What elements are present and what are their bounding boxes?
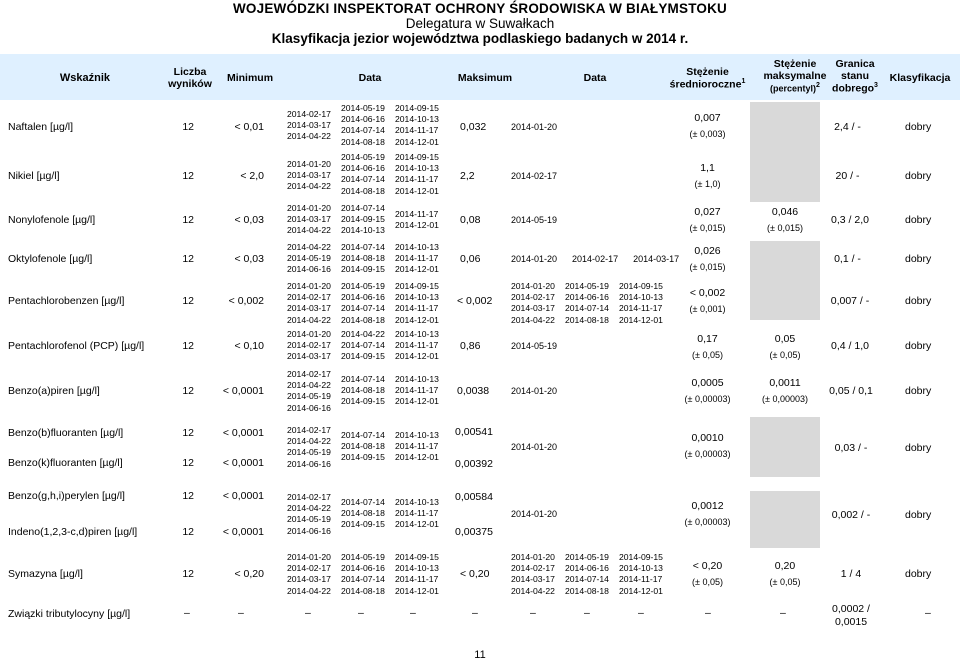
row-name-oktylofenole: Oktylofenole [µg/l] <box>8 253 93 265</box>
row-dates-max-c: 2014-09-15 2014-10-13 2014-11-17 2014-12-01 <box>619 552 663 596</box>
row-maximum: 0,00392 <box>455 458 493 470</box>
col-klasyfikacja: Klasyfikacja <box>889 72 951 84</box>
row-maximum: 0,08 <box>460 214 481 226</box>
row-date-max: 2014-01-20 <box>511 122 558 132</box>
row-minimum: < 0,0001 <box>222 526 264 538</box>
row-name-benzo-b-fluoranten: Benzo(b)fluoranten [µg/l] <box>8 427 124 439</box>
row-minimum: < 0,0001 <box>222 490 264 502</box>
row-avg: 0,026 <box>694 245 721 257</box>
row-dates-min-c: 2014-11-17 2014-12-01 <box>395 209 439 231</box>
row-count: 12 <box>182 295 194 307</box>
row-dates-min-b: 2014-05-19 2014-06-16 2014-07-14 2014-08-18 <box>341 103 385 147</box>
col-stezenie-sr-label: Stężenie średnioroczne <box>669 66 742 91</box>
col-minimum: Minimum <box>226 72 274 84</box>
row-avg: 0,17 <box>697 333 718 345</box>
row-dates-min-b: 2014-07-14 2014-08-18 2014-09-15 <box>341 242 385 275</box>
row-dates-min-c: 2014-10-13 2014-11-17 2014-12-01 <box>395 497 439 530</box>
row-minimum: < 0,01 <box>234 121 264 133</box>
dash: – <box>410 607 416 619</box>
col-stezenie-max-label: Stężenie maksymalne <box>763 58 827 83</box>
row-maximum: 0,032 <box>460 121 487 133</box>
row-maximum: 0,00541 <box>455 426 493 438</box>
row-maximum: < 0,20 <box>460 568 490 580</box>
col-granica-label: Granica stanu dobrego <box>832 58 875 95</box>
row-class: dobry <box>905 170 932 182</box>
row-avg: 1,1 <box>700 162 715 174</box>
row-count: 12 <box>182 568 194 580</box>
row-maximum: 0,00375 <box>455 526 493 538</box>
dash: – <box>305 607 311 619</box>
row-name-pentachlorofenol: Pentachlorofenol (PCP) [µg/l] <box>8 340 145 352</box>
col-stezenie-srednioroczne <box>660 66 755 91</box>
row-avg: 0,027 <box>694 206 721 218</box>
row-max-percentile: 0,046 <box>771 206 799 218</box>
dash: – <box>925 607 931 619</box>
row-dates-min-c: 2014-09-15 2014-10-13 2014-11-17 2014-12-01 <box>395 281 439 325</box>
row-maximum: 0,0038 <box>457 385 490 397</box>
row-limit: 0,007 / - <box>830 295 870 307</box>
row-count: 12 <box>182 253 194 265</box>
row-avg-uncertainty: (± 1,0) <box>694 179 721 189</box>
row-maximum: 2,2 <box>460 170 475 182</box>
row-avg-uncertainty: (± 0,00003) <box>684 517 731 527</box>
row-date-max: 2014-01-20 <box>511 386 558 396</box>
row-name-benzo-a-piren: Benzo(a)piren [µg/l] <box>8 385 100 397</box>
row-minimum: < 2,0 <box>240 170 264 182</box>
row-avg-uncertainty: (± 0,003) <box>689 129 726 139</box>
row-minimum: < 0,0001 <box>222 427 264 439</box>
row-dates-min-b: 2014-05-19 2014-06-16 2014-07-14 2014-08-18 <box>341 152 385 196</box>
row-dates-min-c: 2014-09-15 2014-10-13 2014-11-17 2014-12-01 <box>395 552 439 596</box>
footnote-2: 2 <box>816 82 820 90</box>
row-limit: 2,4 / - <box>834 121 861 133</box>
row-class: dobry <box>905 253 932 265</box>
row-avg-uncertainty: (± 0,00003) <box>684 449 731 459</box>
row-count: 12 <box>182 170 194 182</box>
row-max-uncertainty: (± 0,015) <box>767 223 803 233</box>
row-dates-min-a: 2014-02-17 2014-04-22 2014-05-19 2014-06-16 <box>287 492 331 536</box>
dash: – <box>358 607 364 619</box>
row-name-pentachlorobenzen: Pentachlorobenzen [µg/l] <box>8 295 125 307</box>
document-title: Klasyfikacja jezior województwa podlaskiego badanych w 2014 r. <box>271 31 689 46</box>
footnote-1: 1 <box>741 78 746 86</box>
row-dates-min-b: 2014-07-14 2014-08-18 2014-09-15 <box>341 430 385 463</box>
row-dates-min-c: 2014-10-13 2014-11-17 2014-12-01 <box>395 329 439 362</box>
col-maksimum: Maksimum <box>457 72 513 84</box>
row-dates-min-b: 2014-07-14 2014-09-15 2014-10-13 <box>341 203 385 236</box>
row-class: dobry <box>905 340 932 352</box>
row-maximum: < 0,002 <box>457 295 493 307</box>
row-dates-min-a: 2014-01-20 2014-03-17 2014-04-22 <box>287 159 331 192</box>
row-limit: 0,002 / - <box>831 509 871 521</box>
dash: – <box>238 607 244 619</box>
row-avg-uncertainty: (± 0,015) <box>689 223 726 233</box>
row-limit: 0,03 / - <box>834 442 868 454</box>
row-avg: < 0,20 <box>692 560 723 572</box>
dash: – <box>705 607 711 619</box>
row-dates-min-a: 2014-04-22 2014-05-19 2014-06-16 <box>287 242 331 275</box>
dash: – <box>184 607 190 619</box>
row-date-max: 2014-05-19 <box>511 341 558 351</box>
row-maximum: 0,86 <box>460 340 481 352</box>
footnote-3: 3 <box>874 82 878 90</box>
row-limit: 0,05 / 0,1 <box>829 385 873 397</box>
row-minimum: < 0,0001 <box>222 385 264 397</box>
row-max-percentile: 0,20 <box>774 560 796 572</box>
row-max-percentile: 0,0011 <box>769 377 801 389</box>
empty-max-pair2 <box>750 491 820 548</box>
row-class: dobry <box>905 121 932 133</box>
header-subtitle: Delegatura w Suwałkach <box>405 16 555 31</box>
row-dates-min-c: 2014-10-13 2014-11-17 2014-12-01 <box>395 374 439 407</box>
row-class: dobry <box>905 509 932 521</box>
row-dates-min-a: 2014-01-20 2014-02-17 2014-03-17 <box>287 329 331 362</box>
page-number: 11 <box>474 649 486 661</box>
row-minimum: < 0,03 <box>234 253 264 265</box>
row-dates-min-c: 2014-10-13 2014-11-17 2014-12-01 <box>395 242 439 275</box>
row-dates-min-a: 2014-02-17 2014-04-22 2014-05-19 2014-06-16 <box>287 369 331 413</box>
row-name-benzo-ghi-perylen: Benzo(g,h,i)perylen [µg/l] <box>8 490 125 502</box>
row-date-max: 2014-02-17 <box>511 171 558 181</box>
row-dates-min-a: 2014-01-20 2014-03-17 2014-04-22 <box>287 203 331 236</box>
row-name-benzo-k-fluoranten: Benzo(k)fluoranten [µg/l] <box>8 457 123 469</box>
row-dates-min-b: 2014-07-14 2014-08-18 2014-09-15 <box>341 497 385 530</box>
row-limit: 0,4 / 1,0 <box>831 340 869 352</box>
row-class: dobry <box>905 385 932 397</box>
row-date-max: 2014-01-20 2014-02-17 2014-03-17 <box>511 254 680 264</box>
row-count: 12 <box>182 340 194 352</box>
row-dates-max-a: 2014-01-20 2014-02-17 2014-03-17 2014-04-22 <box>511 281 555 325</box>
row-date-max: 2014-05-19 <box>511 215 558 225</box>
row-maximum: 0,06 <box>460 253 481 265</box>
row-count: 12 <box>182 121 194 133</box>
row-dates-min-c: 2014-10-13 2014-11-17 2014-12-01 <box>395 430 439 463</box>
row-count: 12 <box>182 490 194 502</box>
row-dates-min-a: 2014-02-17 2014-03-17 2014-04-22 <box>287 109 331 142</box>
header-title: WOJEWÓDZKI INSPEKTORAT OCHRONY ŚRODOWISKA W BIAŁYMSTOKU <box>232 1 727 16</box>
row-limit: 0,1 / - <box>834 253 861 265</box>
row-limit: 1 / 4 <box>840 568 862 580</box>
row-avg-uncertainty: (± 0,00003) <box>684 394 731 404</box>
row-dates-min-c: 2014-09-15 2014-10-13 2014-11-17 2014-12-01 <box>395 103 439 147</box>
row-name-symazyna: Symazyna [µg/l] <box>8 568 83 580</box>
row-count: 12 <box>182 526 194 538</box>
row-dates-max-b: 2014-05-19 2014-06-16 2014-07-14 2014-08-18 <box>565 552 609 596</box>
row-class: dobry <box>905 214 932 226</box>
row-avg-uncertainty: (± 0,05) <box>692 350 723 360</box>
row-avg-uncertainty: (± 0,015) <box>689 262 726 272</box>
row-name-naftalen: Naftalen [µg/l] <box>8 121 73 133</box>
empty-max-naftalen-nikiel <box>750 102 820 202</box>
row-avg: < 0,002 <box>689 287 726 299</box>
row-dates-min-a: 2014-02-17 2014-04-22 2014-05-19 2014-06-16 <box>287 425 331 469</box>
row-dates-min-b: 2014-05-19 2014-06-16 2014-07-14 2014-08-18 <box>341 552 385 596</box>
row-name-indeno-piren: Indeno(1,2,3-c,d)piren [µg/l] <box>8 526 138 538</box>
row-dates-min-a: 2014-01-20 2014-02-17 2014-03-17 2014-04-22 <box>287 281 331 325</box>
row-dates-min-b: 2014-04-22 2014-07-14 2014-09-15 <box>341 329 385 362</box>
dash: – <box>780 607 786 619</box>
row-dates-max-c: 2014-09-15 2014-10-13 2014-11-17 2014-12-01 <box>619 281 663 325</box>
row-avg: 0,0012 <box>691 500 724 512</box>
row-minimum: < 0,20 <box>234 568 264 580</box>
row-limit: 0,0002 / 0,0015 <box>832 603 870 629</box>
row-minimum: < 0,0001 <box>222 457 264 469</box>
row-name-nikiel: Nikiel [µg/l] <box>8 170 60 182</box>
row-avg: 0,0010 <box>691 432 724 444</box>
row-class: dobry <box>905 442 932 454</box>
row-count: 12 <box>182 457 194 469</box>
row-avg-uncertainty: (± 0,05) <box>692 577 723 587</box>
row-avg: 0,0005 <box>691 377 724 389</box>
row-max-uncertainty: (± 0,05) <box>769 350 801 360</box>
row-count: 12 <box>182 214 194 226</box>
row-name-nonylofenole: Nonylofenole [µg/l] <box>8 214 96 226</box>
row-limit: 20 / - <box>835 170 860 182</box>
row-minimum: < 0,03 <box>234 214 264 226</box>
col-liczba: Liczba wyników <box>168 66 212 91</box>
row-avg-uncertainty: (± 0,001) <box>689 304 726 314</box>
row-max-percentile: 0,05 <box>774 333 796 345</box>
row-dates-max-b: 2014-05-19 2014-06-16 2014-07-14 2014-08-18 <box>565 281 609 325</box>
empty-max-oktylo-pentachlorobenzen <box>750 241 820 320</box>
row-count: 12 <box>182 427 194 439</box>
row-avg: 0,007 <box>694 112 721 124</box>
dash: – <box>638 607 644 619</box>
row-class: dobry <box>905 295 932 307</box>
row-class: dobry <box>905 568 932 580</box>
row-limit: 0,3 / 2,0 <box>831 214 869 226</box>
col-percentyl-label: (percentyl) <box>770 83 817 94</box>
row-dates-min-b: 2014-05-19 2014-06-16 2014-07-14 2014-08-18 <box>341 281 385 325</box>
row-minimum: < 0,10 <box>234 340 264 352</box>
row-dates-max-a: 2014-01-20 2014-02-17 2014-03-17 2014-04-22 <box>511 552 555 596</box>
row-max-uncertainty: (± 0,05) <box>769 577 801 587</box>
row-name-tributylocyny: Związki tributylocyny [µg/l] <box>8 608 131 620</box>
col-wskaznik: Wskaźnik <box>59 72 111 84</box>
col-data-min: Data <box>358 72 382 84</box>
row-dates-min-a: 2014-01-20 2014-02-17 2014-03-17 2014-04-22 <box>287 552 331 596</box>
row-dates-min-b: 2014-07-14 2014-08-18 2014-09-15 <box>341 374 385 407</box>
row-max-uncertainty: (± 0,00003) <box>762 394 808 404</box>
empty-max-pair1 <box>750 417 820 477</box>
col-data-max: Data <box>583 72 607 84</box>
dash: – <box>530 607 536 619</box>
row-dates-min-c: 2014-09-15 2014-10-13 2014-11-17 2014-12-01 <box>395 152 439 196</box>
dash: – <box>584 607 590 619</box>
row-date-max: 2014-01-20 <box>511 509 558 519</box>
row-maximum: 0,00584 <box>455 491 493 503</box>
row-date-max: 2014-01-20 <box>511 442 558 452</box>
row-minimum: < 0,002 <box>228 295 264 307</box>
dash: – <box>472 607 478 619</box>
row-count: 12 <box>182 385 194 397</box>
